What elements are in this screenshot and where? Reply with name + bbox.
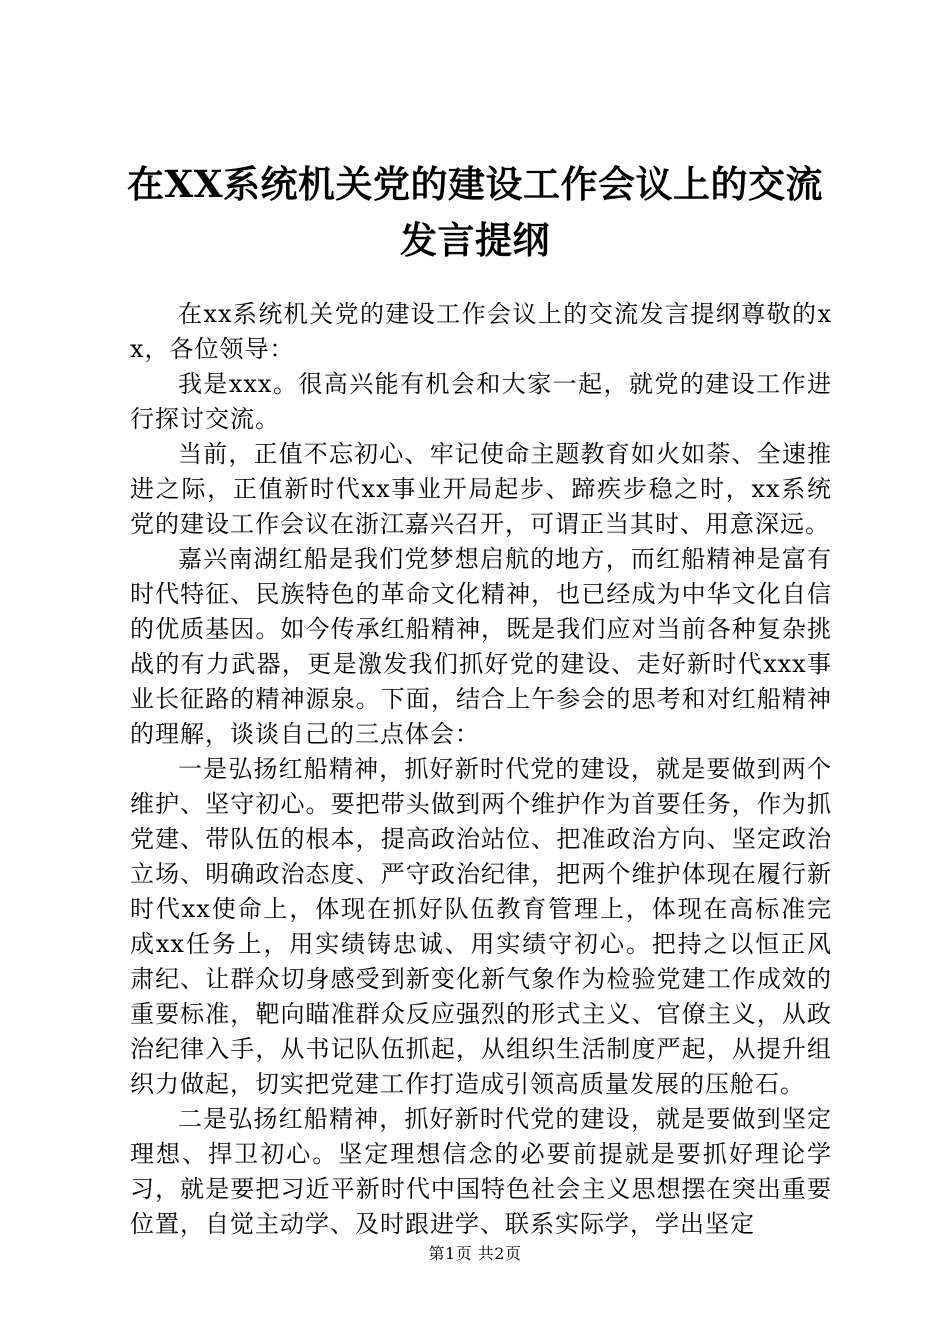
paragraph-context: 当前，正值不忘初心、牢记使命主题教育如火如荼、全速推进之际，正值新时代xx事业开局起步、蹄疾步稳之时，xx系统党的建设工作会议在浙江嘉兴召开，可谓正当其时、用意深远。: [130, 440, 832, 538]
page-number-footer: 第1页 共2页: [428, 1244, 522, 1263]
paragraph-point-one: 一是弘扬红船精神，抓好新时代党的建设，就是要做到两个维护、坚守初心。要把带头做到两个维护作为首要任务，作为抓党建、带队伍的根本，提高政治站位、把准政治方向、坚定政治立场、明确政治态度、严守政治纪律，把两个维护体现在履行新时代xx使命上，体现在抓好队伍教育管理上，体现在高标准完成xx任务上，用实绩铸忠诚、用实绩守初心。把持之以恒正风肃纪、让群众切身感受到新变化新气象作为检验党建工作成效的重要标准，靶向瞄准群众反应强烈的形式主义、官僚主义，从政治纪律入手，从书记队伍抓起，从组织生活制度严起，从提升组织力做起，切实把党建工作打造成引领高质量发展的压舱石。: [130, 755, 832, 1098]
document-title: 在XX系统机关党的建设工作会议上的交流发言提纲: [127, 162, 823, 262]
paragraph-point-two: 二是弘扬红船精神，抓好新时代党的建设，就是要做到坚定理想、捍卫初心。坚定理想信念的必要前提就是要抓好理论学习，就是要把习近平新时代中国特色社会主义思想摆在突出重要位置，自觉主动学、及时跟进学、联系实际学，学出坚定: [130, 1105, 832, 1238]
paragraph-red-boat: 嘉兴南湖红船是我们党梦想启航的地方，而红船精神是富有时代特征、民族特色的革命文化精神，也已经成为中华文化自信的优质基因。如今传承红船精神，既是我们应对当前各种复杂挑战的有力武器，更是激发我们抓好党的建设、走好新时代xxx事业长征路的精神源泉。下面，结合上午参会的思考和对红船精神的理解，谈谈自己的三点体会：: [130, 545, 832, 748]
paragraph-salutation: 在xx系统机关党的建设工作会议上的交流发言提纲尊敬的xx，各位领导：: [130, 300, 832, 363]
document-body: [130, 297, 832, 1242]
paragraph-intro: 我是xxx。很高兴能有机会和大家一起，就党的建设工作进行探讨交流。: [130, 370, 832, 433]
